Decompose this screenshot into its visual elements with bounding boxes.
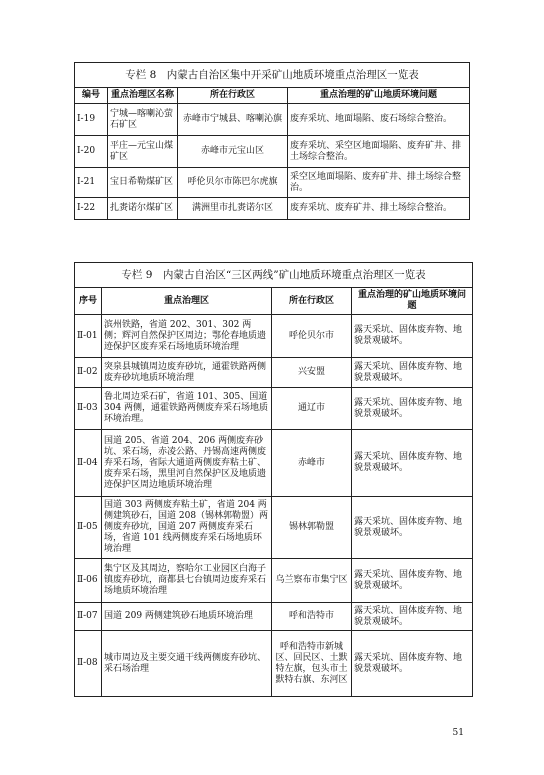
row-id: Ⅰ-21 (75, 168, 108, 198)
key-problem: 采空区地面塌陷、废弃矿井、排土场综合整治。 (288, 168, 470, 198)
row-id: Ⅰ-20 (75, 136, 108, 168)
zone-name: 国道 303 两侧废弃粘土矿，省道 204 两侧建筑砂石，国道 208（锡林郭勒盟）两侧废弃砂坑，国道 207 两侧废弃采石场，省道 101 线两侧废弃采石场地质环境治理 (102, 497, 272, 559)
key-problem: 露天采坑、固体废弃物、地貌景观破坏。 (352, 603, 473, 631)
table-row (75, 168, 470, 198)
table-9-header: 序号 (75, 288, 102, 315)
table-row (75, 631, 473, 697)
key-problem: 露天采坑、固体废弃物、地貌景观破坏。 (352, 358, 473, 388)
table-8-header: 所在行政区 (178, 88, 288, 104)
page-number: 51 (452, 728, 464, 738)
table-9 (74, 262, 473, 697)
admin-region: 满洲里市扎赉诺尔区 (178, 198, 288, 220)
zone-name: 国道 205、省道 204、206 两侧废弃砂坑、采石场，赤凌公路、丹锡高速两侧废弃采石场，省际大通道两侧废弃粘土矿、废弃采石场，黑里河自然保护区及地质遗迹保护区周边地质环境治理 (102, 430, 272, 497)
table-row (75, 559, 473, 603)
admin-region: 赤峰市元宝山区 (178, 136, 288, 168)
table-8 (74, 62, 470, 220)
table-row (75, 388, 473, 430)
zone-name: 集宁区及其周边，察哈尔工业园区白海子镇废弃砂坑，商都县七台镇周边废弃采石场地质环境治理 (102, 559, 272, 603)
admin-region: 赤峰市宁城县、喀喇沁旗 (178, 104, 288, 136)
zone-name: 突泉县城镇周边废弃砂坑，通霍铁路两侧废弃砂坑地质环境治理 (102, 358, 272, 388)
table-9-caption: 专栏 9 内蒙古自治区“三区两线”矿山地质环境重点治理区一览表 (75, 263, 473, 288)
key-problem: 露天采坑、固体废弃物、地貌景观破坏。 (352, 497, 473, 559)
zone-name: 城市周边及主要交通干线两侧废弃砂坑、采石场治理 (102, 631, 272, 697)
row-id: Ⅱ-06 (75, 559, 102, 603)
admin-region: 通辽市 (272, 388, 352, 430)
table-row (75, 315, 473, 358)
row-id: Ⅱ-07 (75, 603, 102, 631)
table-row (75, 603, 473, 631)
table-9-header: 重点治理区 (102, 288, 272, 315)
key-problem: 露天采坑、固体废弃物、地貌景观破坏。 (352, 315, 473, 358)
row-id: Ⅱ-03 (75, 388, 102, 430)
table-8-header: 重点治理区名称 (108, 88, 178, 104)
row-id: Ⅱ-08 (75, 631, 102, 697)
table-row (75, 430, 473, 497)
zone-name: 滨州铁路，省道 202、301、302 两侧；辉河自然保护区周边；鄂伦春地质遗迹保护区废弃采石场地质环境治理 (102, 315, 272, 358)
table-8-caption: 专栏 8 内蒙古自治区集中开采矿山地质环境重点治理区一览表 (75, 63, 470, 88)
row-id: Ⅱ-01 (75, 315, 102, 358)
table-8-header: 重点治理的矿山地质环境问题 (288, 88, 470, 104)
key-problem: 露天采坑、固体废弃物、地貌景观破坏。 (352, 631, 473, 697)
table-row (75, 358, 473, 388)
zone-name: 宝日希勒煤矿区 (108, 168, 178, 198)
table-row (75, 104, 470, 136)
table-9-header: 重点治理的矿山地质环境问题 (352, 288, 473, 315)
admin-region: 兴安盟 (272, 358, 352, 388)
table-row (75, 136, 470, 168)
zone-name: 扎赉诺尔煤矿区 (108, 198, 178, 220)
admin-region: 呼伦贝尔市陈巴尔虎旗 (178, 168, 288, 198)
row-id: Ⅰ-22 (75, 198, 108, 220)
table-row (75, 198, 470, 220)
key-problem: 废弃采坑、地面塌陷、废石场综合整治。 (288, 104, 470, 136)
admin-region: 呼伦贝尔市 (272, 315, 352, 358)
table-9-header: 所在行政区 (272, 288, 352, 315)
zone-name: 鲁北周边采石矿，省道 101、305、国道 304 两侧，通霍铁路两侧废弃采石场地质环境治理。 (102, 388, 272, 430)
admin-region: 呼和浩特市 (272, 603, 352, 631)
admin-region: 锡林郭勒盟 (272, 497, 352, 559)
admin-region: 呼和浩特市新城区、回民区、土默特左旗，包头市土默特右旗、东河区 (272, 631, 352, 697)
zone-name: 国道 209 两侧建筑砂石地质环境治理 (102, 603, 272, 631)
key-problem: 废弃采坑、采空区地面塌陷、废弃矿井、排土场综合整治。 (288, 136, 470, 168)
admin-region: 乌兰察布市集宁区 (272, 559, 352, 603)
table-row (75, 497, 473, 559)
key-problem: 废弃采坑、废弃矿井、排土场综合整治。 (288, 198, 470, 220)
zone-name: 宁城—喀喇沁萤石矿区 (108, 104, 178, 136)
row-id: Ⅱ-02 (75, 358, 102, 388)
key-problem: 露天采坑、固体废弃物、地貌景观破坏。 (352, 559, 473, 603)
row-id: Ⅱ-04 (75, 430, 102, 497)
row-id: Ⅰ-19 (75, 104, 108, 136)
table-8-header: 编号 (75, 88, 108, 104)
row-id: Ⅱ-05 (75, 497, 102, 559)
key-problem: 露天采坑、固体废弃物、地貌景观破坏。 (352, 430, 473, 497)
key-problem: 露天采坑、固体废弃物、地貌景观破坏。 (352, 388, 473, 430)
zone-name: 平庄—元宝山煤矿区 (108, 136, 178, 168)
admin-region: 赤峰市 (272, 430, 352, 497)
